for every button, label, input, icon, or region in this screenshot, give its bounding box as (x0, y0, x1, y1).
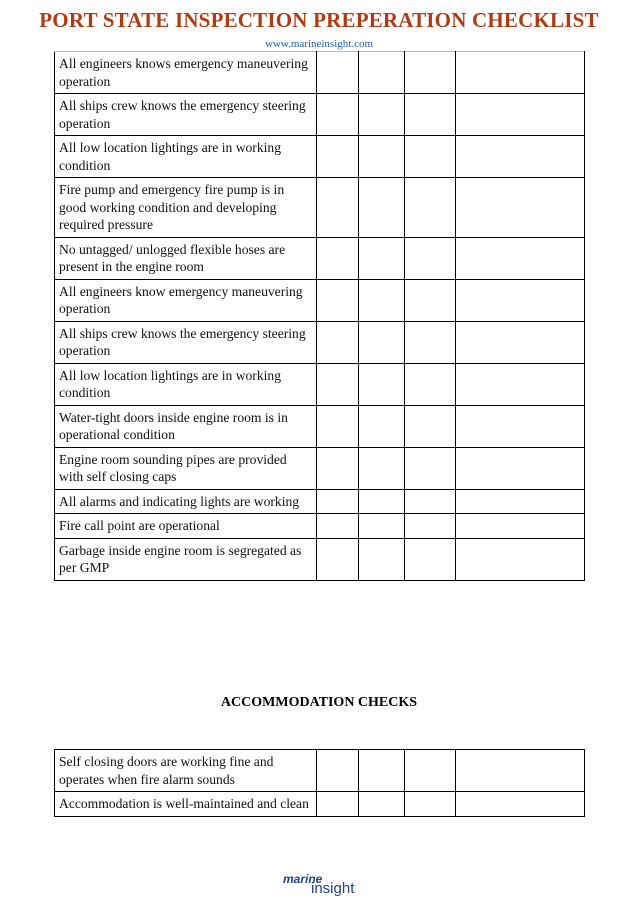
checklist-item-text: Engine room sounding pipes are provided with self closing caps (55, 447, 317, 489)
check-cell[interactable] (359, 52, 405, 94)
check-cell[interactable] (359, 538, 405, 580)
check-cell[interactable] (456, 792, 585, 817)
check-cell[interactable] (317, 447, 359, 489)
checklist-item-text: All alarms and indicating lights are working (55, 489, 317, 514)
check-cell[interactable] (405, 94, 456, 136)
checklist-item-text: All ships crew knows the emergency steering operation (55, 321, 317, 363)
checklist-row (55, 792, 585, 817)
checklist-item-text: Accommodation is well-maintained and clean (55, 792, 317, 817)
check-cell[interactable] (456, 538, 585, 580)
check-cell[interactable] (456, 447, 585, 489)
check-cell[interactable] (405, 405, 456, 447)
check-cell[interactable] (317, 538, 359, 580)
check-cell[interactable] (359, 792, 405, 817)
check-cell[interactable] (359, 136, 405, 178)
checklist-row (55, 405, 585, 447)
check-cell[interactable] (359, 363, 405, 405)
website-url: www.marineinsight.com (264, 38, 374, 50)
check-cell[interactable] (359, 514, 405, 539)
check-cell[interactable] (405, 489, 456, 514)
logo-text-insight: insight (311, 880, 355, 897)
check-cell[interactable] (456, 178, 585, 238)
check-cell[interactable] (456, 321, 585, 363)
checklist-row (55, 363, 585, 405)
checklist-item-text: Fire pump and emergency fire pump is in good working condition and developing required pressure (55, 178, 317, 238)
check-cell[interactable] (456, 136, 585, 178)
checklist-item-text: All ships crew knows the emergency steering operation (55, 94, 317, 136)
check-cell[interactable] (456, 52, 585, 94)
checklist-row (55, 178, 585, 238)
check-cell[interactable] (456, 279, 585, 321)
check-cell[interactable] (359, 405, 405, 447)
check-cell[interactable] (359, 321, 405, 363)
check-cell[interactable] (405, 52, 456, 94)
logo-text-marine: marine (283, 872, 323, 886)
check-cell[interactable] (405, 279, 456, 321)
accommodation-checklist-table (54, 749, 585, 817)
check-cell[interactable] (359, 178, 405, 238)
check-cell[interactable] (405, 321, 456, 363)
checklist-item-text: Fire call point are operational (55, 514, 317, 539)
check-cell[interactable] (317, 178, 359, 238)
check-cell[interactable] (405, 237, 456, 279)
check-cell[interactable] (317, 514, 359, 539)
check-cell[interactable] (317, 489, 359, 514)
check-cell[interactable] (317, 136, 359, 178)
check-cell[interactable] (405, 363, 456, 405)
checklist-item-text: All engineers know emergency maneuvering operation (55, 279, 317, 321)
checklist-item-text: Self closing doors are working fine and operates when fire alarm sounds (55, 750, 317, 792)
check-cell[interactable] (359, 94, 405, 136)
check-cell[interactable] (359, 237, 405, 279)
checklist-row (55, 447, 585, 489)
check-cell[interactable] (456, 489, 585, 514)
checklist-item-text: All low location lightings are in working condition (55, 136, 317, 178)
check-cell[interactable] (317, 94, 359, 136)
checklist-row (55, 237, 585, 279)
checklist-item-text: All low location lightings are in working condition (55, 363, 317, 405)
checklist-item-text: No untagged/ unlogged flexible hoses are present in the engine room (55, 237, 317, 279)
checklist-row (55, 52, 585, 94)
check-cell[interactable] (456, 514, 585, 539)
check-cell[interactable] (317, 52, 359, 94)
check-cell[interactable] (317, 792, 359, 817)
checklist-row (55, 321, 585, 363)
check-cell[interactable] (456, 405, 585, 447)
section-heading-accommodation: ACCOMMODATION CHECKS (220, 695, 418, 710)
check-cell[interactable] (317, 750, 359, 792)
check-cell[interactable] (317, 363, 359, 405)
check-cell[interactable] (405, 792, 456, 817)
check-cell[interactable] (317, 321, 359, 363)
checklist-item-text: Water-tight doors inside engine room is in operational condition (55, 405, 317, 447)
checklist-row (55, 489, 585, 514)
marine-insight-logo (283, 872, 363, 898)
checklist-row (55, 94, 585, 136)
check-cell[interactable] (405, 447, 456, 489)
check-cell[interactable] (405, 750, 456, 792)
check-cell[interactable] (456, 363, 585, 405)
checklist-item-text: All engineers knows emergency maneuvering operation (55, 52, 317, 94)
check-cell[interactable] (359, 447, 405, 489)
check-cell[interactable] (317, 405, 359, 447)
page-title: PORT STATE INSPECTION PREPERATION CHECKLIST (39, 8, 599, 32)
checklist-row (55, 750, 585, 792)
checklist-row (55, 279, 585, 321)
check-cell[interactable] (359, 279, 405, 321)
check-cell[interactable] (405, 178, 456, 238)
check-cell[interactable] (456, 94, 585, 136)
check-cell[interactable] (456, 237, 585, 279)
check-cell[interactable] (405, 136, 456, 178)
checklist-row (55, 514, 585, 539)
check-cell[interactable] (317, 279, 359, 321)
check-cell[interactable] (456, 750, 585, 792)
check-cell[interactable] (317, 237, 359, 279)
checklist-row (55, 136, 585, 178)
check-cell[interactable] (359, 489, 405, 514)
check-cell[interactable] (359, 750, 405, 792)
checklist-row (55, 538, 585, 580)
engine-room-checklist-table (54, 51, 585, 581)
check-cell[interactable] (405, 538, 456, 580)
check-cell[interactable] (405, 514, 456, 539)
checklist-item-text: Garbage inside engine room is segregated as per GMP (55, 538, 317, 580)
